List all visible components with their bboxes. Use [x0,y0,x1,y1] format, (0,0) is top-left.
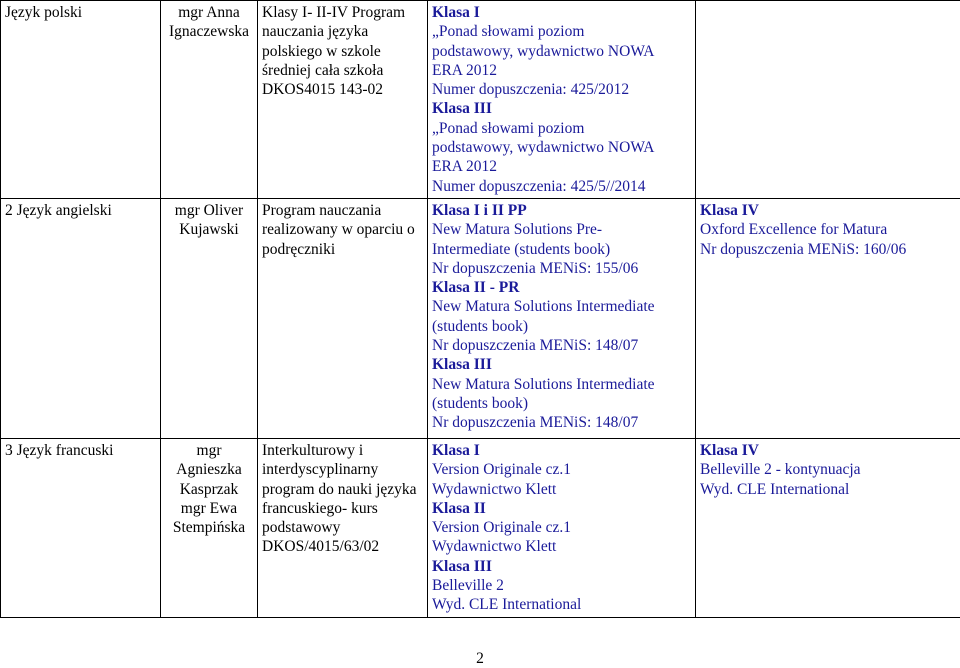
class-label: Klasa III [432,557,691,576]
textbook-line: ERA 2012 [432,61,691,80]
textbook-line: „Ponad słowami poziom [432,22,691,41]
subject-cell [1,438,161,617]
textbook-line: „Ponad słowami poziom [432,119,691,138]
teacher-line: Kasprzak [165,480,253,499]
teacher-line: mgr Ewa [165,499,253,518]
textbook-line: Belleville 2 - kontynuacja [700,460,956,479]
textbook-cell [428,438,696,617]
subject-cell [1,198,161,438]
teacher-line: mgr Anna [165,3,253,22]
class-label: Klasa I i II PP [432,201,691,220]
page-number: 2 [0,650,960,668]
extended-cell [696,198,960,438]
textbook-line: Wydawnictwo Klett [432,537,691,556]
textbook-line: Version Originale cz.1 [432,518,691,537]
textbook-cell [428,198,696,438]
teacher-line: mgr [165,441,253,460]
table-row [1,1,960,199]
extended-cell [696,438,960,617]
textbook-line: Intermediate (students book) [432,240,691,259]
program-text: Klasy I- II-IV Program nauczania języka polskiego w szkole średniej cała szkoła DKOS4015 143-02 [262,3,423,99]
teacher-cell [161,198,258,438]
textbook-line: Wydawnictwo Klett [432,480,691,499]
teacher-cell [161,438,258,617]
textbook-line: Numer dopuszczenia: 425/2012 [432,80,691,99]
program-cell [258,1,428,199]
textbook-line: New Matura Solutions Pre- [432,220,691,239]
teacher-line: mgr Oliver [165,201,253,220]
textbook-line: Belleville 2 [432,576,691,595]
textbook-line: Nr dopuszczenia MENiS: 160/06 [700,240,956,259]
teacher-cell [161,1,258,199]
class-label: Klasa III [432,355,691,374]
teacher-line: Agnieszka [165,460,253,479]
textbook-line: Wyd. CLE International [700,480,956,499]
textbook-cell [428,1,696,199]
teacher-line: Stempińska [165,518,253,537]
table-row [1,438,960,617]
textbook-line: podstawowy, wydawnictwo NOWA [432,138,691,157]
textbook-line: Version Originale cz.1 [432,460,691,479]
textbook-line: Nr dopuszczenia MENiS: 148/07 [432,413,691,432]
table-row [1,198,960,438]
textbook-line: Wyd. CLE International [432,595,691,614]
subject-label: 3 Język francuski [5,442,113,459]
class-label: Klasa II [432,499,691,518]
program-text: Program nauczania realizowany w oparciu o podręczniki [262,201,423,259]
class-label: Klasa I [432,3,691,22]
teacher-line: Ignaczewska [165,22,253,41]
textbook-line: (students book) [432,394,691,413]
textbook-line: Nr dopuszczenia MENiS: 148/07 [432,336,691,355]
subject-cell [1,1,161,199]
class-label: Klasa IV [700,441,956,460]
textbook-line: Numer dopuszczenia: 425/5//2014 [432,177,691,196]
textbook-line: ERA 2012 [432,157,691,176]
textbook-line: (students book) [432,317,691,336]
program-text: Interkulturowy i interdyscyplinarny program do nauki języka francuskiego- kurs podstawowy DKOS/4015/63/02 [262,441,423,557]
program-cell [258,438,428,617]
extended-cell [696,1,960,199]
subject-label: 2 Język angielski [5,202,112,219]
textbook-line: Nr dopuszczenia MENiS: 155/06 [432,259,691,278]
class-label: Klasa II - PR [432,278,691,297]
class-label: Klasa III [432,99,691,118]
textbook-line: podstawowy, wydawnictwo NOWA [432,42,691,61]
textbook-line: New Matura Solutions Intermediate [432,375,691,394]
textbook-line: New Matura Solutions Intermediate [432,297,691,316]
class-label: Klasa IV [700,201,956,220]
subject-label: Język polski [5,4,82,21]
teacher-line: Kujawski [165,220,253,239]
program-cell [258,198,428,438]
class-label: Klasa I [432,441,691,460]
textbook-line: Oxford Excellence for Matura [700,220,956,239]
